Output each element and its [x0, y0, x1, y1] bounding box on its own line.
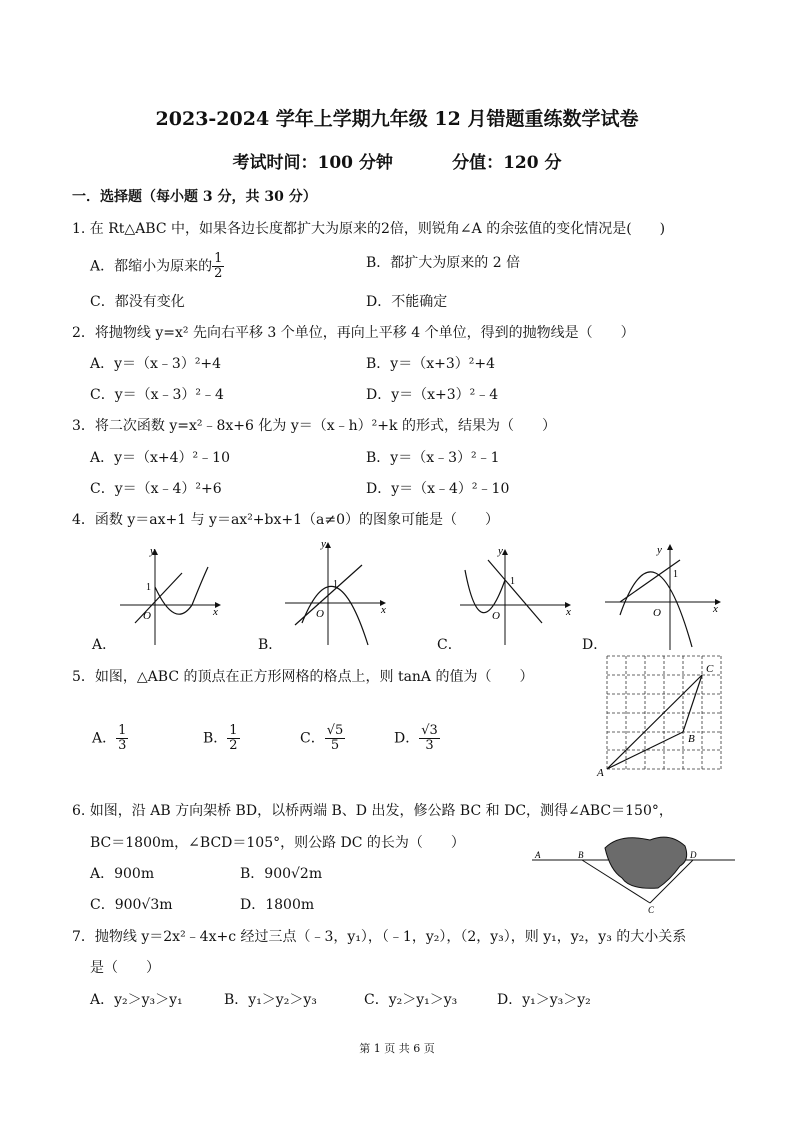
graph-d: [605, 544, 720, 650]
question-3-stem: 3．将二次函数 y=x²﹣8x+6 化为 y＝（x﹣h）²+k 的形式，结果为（ ）: [72, 418, 556, 434]
question-2-stem: 2．将抛物线 y=x² 先向右平移 3 个单位，再向上平移 4 个单位，得到的抛物线是（ ）: [72, 325, 635, 341]
graph-c-parabola: [465, 570, 505, 613]
lake-shape: [605, 837, 687, 888]
question-3-option-c: C．y＝（x﹣4）²+6: [90, 481, 222, 497]
question-2-option-a: A．y＝（x﹣3）²+4: [90, 356, 222, 372]
question-7-stem-line1: 7．抛物线 y＝2x²﹣4x+c 经过三点（﹣3，y₁），（﹣1，y₂），（2，y₃），则 y₁，y₂，y₃ 的大小关系: [72, 929, 687, 945]
question-7-stem-line2: 是（ ）: [90, 960, 160, 976]
point-d-label: D: [690, 850, 697, 860]
question-4-graphs: [80, 535, 760, 660]
graph-c-y-label: y: [498, 545, 503, 557]
question-6-option-b: B．900√2m: [240, 866, 323, 882]
question-6-stem-line1: 6. 如图，沿 AB 方向架桥 BD，以桥两端 B、D 出发，修公路 BC 和 DC，测得∠ABC＝150°，: [72, 803, 673, 819]
question-1-option-b: B．都扩大为原来的 2 倍: [366, 255, 521, 271]
page-title: 2023-2024 学年上学期九年级 12 月错题重练数学试卷: [155, 108, 639, 130]
graph-d-y-label: y: [657, 544, 662, 556]
question-2-option-c: C．y＝（x﹣3）²﹣4: [90, 387, 224, 403]
graph-b: [285, 538, 386, 645]
graph-c-x-label: x: [566, 606, 571, 618]
fraction-sqrt3-over-3: $\frac{√3}{3}$: [421, 723, 438, 753]
section-heading: 一．选择题（每小题 3 分，共 30 分）: [72, 189, 317, 205]
fraction-one-half: $\frac{1}{2}$: [229, 723, 238, 753]
question-4-stem: 4．函数 y＝ax+1 与 y＝ax²+bx+1（a≠0）的图象可能是（ ）: [72, 512, 500, 528]
option-d-label: D．: [394, 730, 420, 747]
question-2-option-d: D．y＝（x+3）²﹣4: [366, 387, 499, 403]
graph-b-y-label: y: [321, 538, 326, 550]
graph-a-origin: O: [143, 610, 151, 622]
point-b-label: B: [578, 850, 584, 860]
question-1-option-d: D．不能确定: [366, 294, 448, 310]
question-7-option-b: B．y₁＞y₂＞y₃: [224, 992, 317, 1008]
graph-a-x-label: x: [213, 606, 218, 618]
graph-d-one: 1: [673, 569, 678, 580]
graph-c: [460, 545, 571, 645]
fraction-one-third: $\frac{1}{3}$: [118, 723, 127, 753]
graph-b-origin: O: [316, 608, 324, 620]
question-7-option-a: A．y₂＞y₃＞y₁: [90, 992, 183, 1008]
graph-d-origin: O: [653, 607, 661, 619]
page-footer: 第 1 页 共 6 页: [359, 1042, 435, 1055]
fraction-sqrt5-over-5: $\frac{√5}{5}$: [326, 723, 344, 753]
exam-info: 考试时间：100 分钟 分值：120 分: [232, 153, 562, 173]
graph-b-parabola: [302, 586, 368, 645]
question-5-option-d: [394, 724, 440, 753]
point-c-label: C: [648, 905, 655, 915]
question-7-option-c: C．y₂＞y₁＞y₃: [364, 992, 458, 1008]
graph-a-y-label: y: [150, 545, 155, 557]
graph-b-one: 1: [333, 579, 338, 590]
question-6-bridge-figure: [530, 828, 740, 918]
question-6-stem-line2: BC＝1800m，∠BCD＝105°，则公路 DC 的长为（ ）: [90, 835, 465, 851]
graph-c-origin: O: [492, 610, 500, 622]
graph-a-one: 1: [146, 582, 151, 593]
question-4-label-d: D．: [582, 637, 608, 653]
graph-d-line: [620, 560, 680, 602]
question-6-option-d: D．1800m: [240, 897, 315, 913]
question-2-option-b: B．y＝（x+3）²+4: [366, 356, 495, 372]
option-b-label: B．: [203, 730, 228, 747]
point-c-label: C: [706, 663, 714, 675]
question-4-label-a: A．: [92, 637, 117, 653]
fraction-half: $\frac{1}{2}$: [214, 251, 223, 281]
question-4-label-b: B．: [258, 637, 283, 653]
question-3-option-a: A．y＝（x+4）²﹣10: [90, 450, 230, 466]
question-5-stem: 5．如图，△ABC 的顶点在正方形网格的格点上，则 tanA 的值为（ ）: [72, 669, 534, 685]
point-b-label: B: [688, 733, 695, 745]
point-a-label: A: [535, 850, 541, 860]
question-7-option-d: D．y₁＞y₃＞y₂: [497, 992, 591, 1008]
question-5-option-b: [203, 724, 240, 753]
question-4-label-c: C．: [437, 637, 462, 653]
graph-b-x-label: x: [381, 604, 386, 616]
option-c-label: C．: [300, 730, 325, 747]
question-6-option-c: C．900√3m: [90, 897, 173, 913]
graph-a: [120, 545, 220, 645]
triangle-abc: [607, 675, 702, 769]
option-a-text: A．都缩小为原来的: [90, 258, 213, 275]
question-3-option-d: D．y＝（x﹣4）²﹣10: [366, 481, 510, 497]
graph-d-x-label: x: [713, 603, 718, 615]
question-5-option-c: [300, 724, 345, 753]
question-1-stem: 1. 在 Rt△ABC 中，如果各边长度都扩大为原来的2倍，则锐角∠A 的余弦值的变化情况是( ): [72, 221, 666, 237]
question-3-option-b: B．y＝（x﹣3）²﹣1: [366, 450, 500, 466]
question-5-option-a: [92, 724, 128, 753]
question-1-option-c: C．都没有变化: [90, 294, 185, 310]
question-5-grid-figure: [595, 650, 735, 780]
point-a-label: A: [597, 767, 604, 779]
option-a-label: A．: [92, 730, 117, 747]
question-1-option-a: [90, 252, 224, 281]
question-6-option-a: A．900m: [90, 866, 155, 882]
graph-c-one: 1: [510, 576, 515, 587]
